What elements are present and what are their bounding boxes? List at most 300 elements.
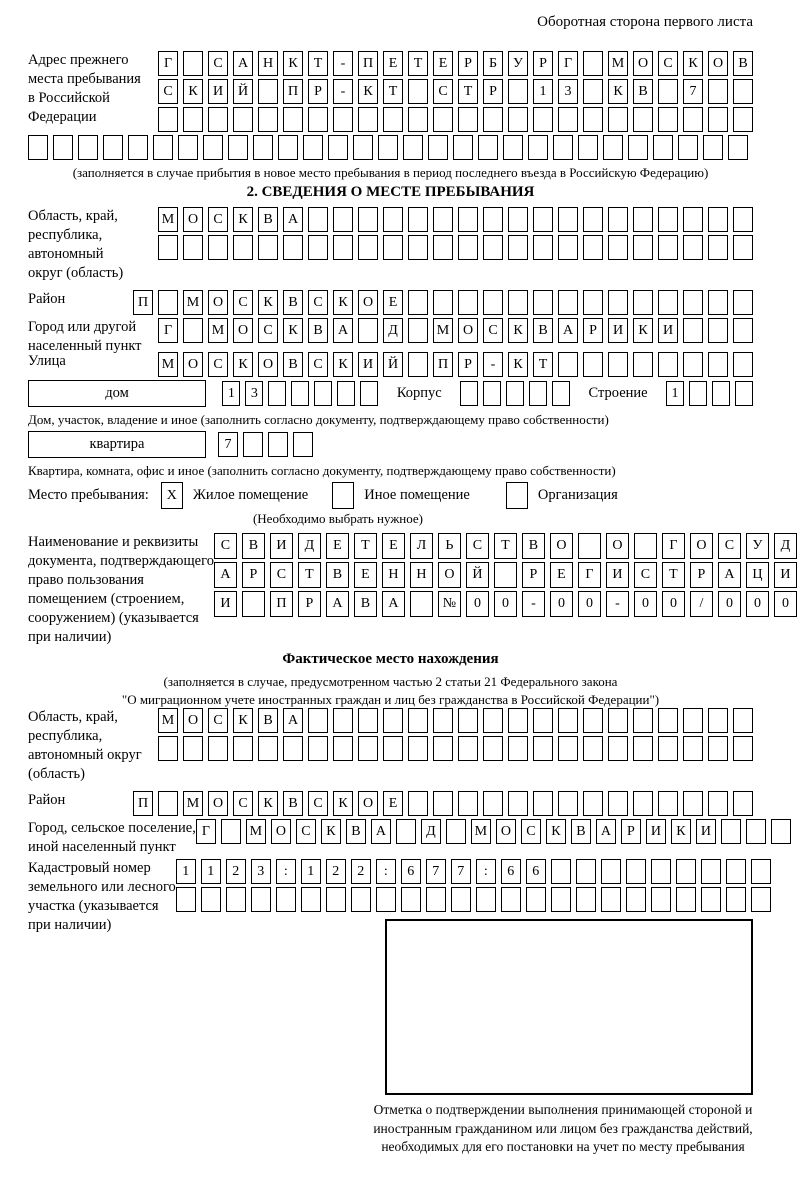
char-box: К <box>508 318 528 343</box>
char-box <box>608 290 628 315</box>
ulitsa-label: Улица <box>28 353 66 369</box>
char-box: Е <box>383 290 403 315</box>
char-box: Ц <box>746 562 769 588</box>
char-box <box>433 736 453 761</box>
doc-field <box>28 533 791 645</box>
char-box: Р <box>242 562 265 588</box>
char-box: Е <box>382 533 405 559</box>
char-box <box>533 736 553 761</box>
char-box: К <box>608 79 628 104</box>
char-box: С <box>208 51 228 76</box>
char-box <box>583 107 603 132</box>
char-box: А <box>382 591 405 617</box>
char-box: Р <box>533 51 553 76</box>
section2-title: 2. СВЕДЕНИЯ О МЕСТЕ ПРЕБЫВАНИЯ <box>246 184 535 200</box>
char-box: О <box>183 207 203 232</box>
char-box-row <box>176 859 771 884</box>
char-box: 2 <box>226 859 246 884</box>
char-box: - <box>483 352 503 377</box>
char-box <box>558 736 578 761</box>
char-box <box>533 207 553 232</box>
char-box: С <box>208 352 228 377</box>
char-box <box>708 791 728 816</box>
stroenie-char-boxes <box>666 381 753 406</box>
char-box: 3 <box>558 79 578 104</box>
char-box <box>376 887 396 912</box>
label-line: (область) <box>28 766 85 782</box>
char-box <box>683 736 703 761</box>
mesto-prebyvaniya-row <box>28 482 753 509</box>
char-box: О <box>606 533 629 559</box>
char-box: Д <box>298 533 321 559</box>
char-box <box>383 207 403 232</box>
label-line: Город или другой <box>28 319 137 335</box>
char-box: Т <box>408 51 428 76</box>
label-line: Город, сельское поселение, <box>28 820 196 836</box>
char-box: И <box>646 819 666 844</box>
char-box <box>658 736 678 761</box>
char-box <box>658 235 678 260</box>
char-box: У <box>508 51 528 76</box>
char-box <box>253 135 273 160</box>
fact-oblast-box-rows <box>158 708 753 761</box>
char-box: 0 <box>494 591 517 617</box>
char-box <box>403 135 423 160</box>
char-box: Г <box>196 819 216 844</box>
char-box: П <box>283 79 303 104</box>
char-box <box>78 135 98 160</box>
char-box <box>583 736 603 761</box>
char-box: - <box>333 51 353 76</box>
char-box <box>251 887 271 912</box>
char-box <box>433 290 453 315</box>
char-box: И <box>696 819 716 844</box>
char-box: 1 <box>201 859 221 884</box>
char-box <box>258 235 278 260</box>
char-box <box>528 135 548 160</box>
stamp-box <box>385 919 753 1095</box>
char-box: С <box>308 290 328 315</box>
checkbox-inoe <box>332 482 354 509</box>
stamp-caption: Отметка о подтверждении выполнения принимающей стороной и иностранным гражданином или лицом без гражданства действий, необходимых для его постановки на учет по месту пребывания <box>373 1102 753 1154</box>
char-box: 2 <box>351 859 371 884</box>
char-box: 1 <box>301 859 321 884</box>
char-box: 1 <box>533 79 553 104</box>
char-box <box>308 708 328 733</box>
fact-gorod-label <box>28 819 196 857</box>
char-box: С <box>214 533 237 559</box>
label-line: автономный <box>28 246 104 262</box>
kvartira-note: Квартира, комната, офис и иное (заполнить согласно документу, подтверждающему право собственности) <box>28 463 616 478</box>
char-box: 0 <box>466 591 489 617</box>
kadastr-field <box>28 859 753 933</box>
option-label-zhiloe: Жилое помещение <box>192 487 309 503</box>
char-box: К <box>333 290 353 315</box>
char-box: Т <box>354 533 377 559</box>
char-box <box>408 736 428 761</box>
char-box <box>558 290 578 315</box>
char-box: Н <box>258 51 278 76</box>
char-box-row <box>158 207 753 232</box>
char-box: Й <box>383 352 403 377</box>
char-box <box>183 736 203 761</box>
char-box: В <box>346 819 366 844</box>
char-box <box>603 135 623 160</box>
char-box-row <box>133 290 753 315</box>
char-box <box>358 207 378 232</box>
char-box: Г <box>578 562 601 588</box>
char-box <box>433 107 453 132</box>
char-box <box>601 859 621 884</box>
char-box <box>583 791 603 816</box>
label-line: Область, край, <box>28 208 118 224</box>
char-box <box>201 887 221 912</box>
char-box-row <box>214 562 797 588</box>
char-box <box>508 207 528 232</box>
char-box: С <box>270 562 293 588</box>
char-box <box>268 381 286 406</box>
char-box: С <box>466 533 489 559</box>
char-box: 7 <box>218 432 238 457</box>
char-box: : <box>476 859 496 884</box>
label-line: помещением (строением, <box>28 591 185 607</box>
char-box <box>608 352 628 377</box>
char-box <box>508 708 528 733</box>
char-box <box>658 207 678 232</box>
char-box <box>506 381 524 406</box>
char-box: М <box>158 708 178 733</box>
char-box <box>583 51 603 76</box>
kadastr-box-rows <box>176 859 771 912</box>
char-box <box>558 207 578 232</box>
korpus-char-boxes <box>460 381 570 406</box>
char-box <box>683 352 703 377</box>
char-box <box>651 859 671 884</box>
char-box <box>608 791 628 816</box>
char-box: Г <box>158 51 178 76</box>
char-box <box>676 887 696 912</box>
char-box: И <box>208 79 228 104</box>
page-title: Оборотная сторона первого листа <box>537 14 753 30</box>
char-box <box>658 79 678 104</box>
char-box: В <box>326 562 349 588</box>
char-box <box>726 859 746 884</box>
option-label-inoe: Иное помещение <box>364 487 470 503</box>
char-box: - <box>333 79 353 104</box>
char-box <box>633 708 653 733</box>
char-box: И <box>270 533 293 559</box>
char-box <box>383 736 403 761</box>
char-box: Р <box>621 819 641 844</box>
char-box <box>733 352 753 377</box>
char-box: М <box>208 318 228 343</box>
char-box <box>408 791 428 816</box>
label-line: республика, <box>28 728 103 744</box>
char-box <box>658 708 678 733</box>
char-box <box>308 107 328 132</box>
raion-label: Район <box>28 291 66 307</box>
char-box <box>337 381 355 406</box>
char-box: Р <box>690 562 713 588</box>
char-box: Д <box>774 533 797 559</box>
char-box <box>633 736 653 761</box>
char-box: Е <box>383 791 403 816</box>
char-box <box>583 352 603 377</box>
char-box <box>303 135 323 160</box>
char-box: Р <box>522 562 545 588</box>
char-box <box>483 381 501 406</box>
char-box <box>733 791 753 816</box>
char-box <box>258 107 278 132</box>
char-box: Р <box>298 591 321 617</box>
char-box <box>208 107 228 132</box>
char-box <box>678 135 698 160</box>
char-box <box>308 207 328 232</box>
char-box <box>53 135 73 160</box>
char-box: 1 <box>666 381 684 406</box>
char-box <box>583 235 603 260</box>
char-box <box>358 318 378 343</box>
char-box: К <box>233 207 253 232</box>
dom-note: Дом, участок, владение и иное (заполнить согласно документу, подтверждающему право собственности) <box>28 412 609 427</box>
char-box <box>553 135 573 160</box>
char-box <box>733 235 753 260</box>
char-box: М <box>246 819 266 844</box>
label-line: земельного или лесного <box>28 879 176 895</box>
label-line: Федерации <box>28 109 97 125</box>
char-box <box>208 235 228 260</box>
char-box <box>483 107 503 132</box>
char-box <box>708 107 728 132</box>
char-box: 0 <box>718 591 741 617</box>
char-box <box>483 235 503 260</box>
prev-address-field <box>28 51 753 132</box>
oblast-box-rows <box>158 207 753 260</box>
char-box: А <box>233 51 253 76</box>
char-box <box>653 135 673 160</box>
fact-gorod-field <box>28 819 753 857</box>
char-box <box>733 708 753 733</box>
char-box: К <box>258 290 278 315</box>
char-box <box>721 819 741 844</box>
char-box <box>458 235 478 260</box>
char-box: 0 <box>578 591 601 617</box>
fact-oblast-field <box>28 708 753 788</box>
char-box: Р <box>583 318 603 343</box>
char-box: А <box>283 708 303 733</box>
char-box: 0 <box>662 591 685 617</box>
stamp-area <box>28 919 753 1157</box>
char-box: П <box>270 591 293 617</box>
char-box <box>408 235 428 260</box>
korpus-label: Корпус <box>396 385 442 401</box>
char-box: 6 <box>501 859 521 884</box>
checkbox-zhiloe: X <box>161 482 183 509</box>
char-box <box>233 736 253 761</box>
char-box <box>408 352 428 377</box>
char-box <box>583 207 603 232</box>
label-line: республика, <box>28 227 103 243</box>
prev-address-label <box>28 51 141 127</box>
char-box: О <box>271 819 291 844</box>
char-box <box>103 135 123 160</box>
char-box: А <box>326 591 349 617</box>
char-box: Т <box>383 79 403 104</box>
char-box <box>583 79 603 104</box>
char-box <box>203 135 223 160</box>
char-box <box>158 290 178 315</box>
char-box: К <box>283 51 303 76</box>
char-box <box>508 290 528 315</box>
char-box: В <box>571 819 591 844</box>
char-box <box>633 352 653 377</box>
label-line: документа, подтверждающего <box>28 553 214 569</box>
char-box: : <box>376 859 396 884</box>
char-box <box>383 235 403 260</box>
oblast-label <box>28 207 123 283</box>
char-box <box>351 887 371 912</box>
char-box <box>683 791 703 816</box>
char-box: Ь <box>438 533 461 559</box>
dom-char-boxes <box>222 381 378 406</box>
char-box <box>633 107 653 132</box>
char-box: В <box>242 533 265 559</box>
char-box <box>708 352 728 377</box>
char-box <box>278 135 298 160</box>
char-box <box>701 887 721 912</box>
char-box <box>183 235 203 260</box>
label-line: Кадастровый номер <box>28 860 151 876</box>
char-box <box>293 432 313 457</box>
label-line: право пользования <box>28 572 144 588</box>
char-box: Т <box>308 51 328 76</box>
char-box <box>576 859 596 884</box>
char-box: М <box>158 207 178 232</box>
kvartira-char-boxes <box>218 432 313 457</box>
label-line: автономный округ <box>28 747 142 763</box>
char-box: С <box>296 819 316 844</box>
char-box <box>358 736 378 761</box>
char-box <box>751 859 771 884</box>
label-line: при наличии) <box>28 629 112 645</box>
char-box-row <box>176 887 771 912</box>
char-box <box>408 290 428 315</box>
char-box <box>458 207 478 232</box>
char-box <box>483 736 503 761</box>
char-box: И <box>658 318 678 343</box>
char-box <box>158 235 178 260</box>
char-box <box>333 708 353 733</box>
char-box <box>158 791 178 816</box>
char-box <box>733 107 753 132</box>
char-box: 7 <box>451 859 471 884</box>
char-box <box>458 791 478 816</box>
char-box <box>176 887 196 912</box>
char-box <box>533 235 553 260</box>
char-box <box>626 887 646 912</box>
char-box: 1 <box>176 859 196 884</box>
char-box <box>228 135 248 160</box>
mesto-note: (Необходимо выбрать нужное) <box>252 511 424 526</box>
char-box <box>608 107 628 132</box>
char-box-row <box>158 708 753 733</box>
char-box: Т <box>298 562 321 588</box>
char-box: К <box>233 352 253 377</box>
char-box: С <box>158 79 178 104</box>
char-box: М <box>183 290 203 315</box>
char-box: И <box>358 352 378 377</box>
char-box: А <box>371 819 391 844</box>
char-box <box>458 708 478 733</box>
char-box: О <box>633 51 653 76</box>
char-box <box>628 135 648 160</box>
char-box: В <box>308 318 328 343</box>
char-box <box>708 318 728 343</box>
char-box <box>483 207 503 232</box>
char-box <box>128 135 148 160</box>
char-box <box>333 736 353 761</box>
label-line: иной населенный пункт <box>28 839 176 855</box>
char-box <box>746 819 766 844</box>
char-box <box>433 235 453 260</box>
char-box: О <box>690 533 713 559</box>
char-box <box>633 207 653 232</box>
char-box <box>583 290 603 315</box>
char-box <box>651 887 671 912</box>
char-box <box>308 235 328 260</box>
char-box: О <box>358 791 378 816</box>
char-box: М <box>471 819 491 844</box>
mesto-label: Место пребывания: <box>28 487 149 503</box>
label-line: места пребывания <box>28 71 141 87</box>
prev-address-box-rows <box>158 51 753 132</box>
char-box <box>683 290 703 315</box>
char-box: Г <box>158 318 178 343</box>
char-box <box>751 887 771 912</box>
option-label-organizatsiya: Организация <box>537 487 618 503</box>
kvartira-row <box>28 431 753 458</box>
char-box <box>451 887 471 912</box>
char-box: И <box>606 562 629 588</box>
char-box: К <box>233 708 253 733</box>
char-box: Е <box>550 562 573 588</box>
char-box <box>733 736 753 761</box>
char-box <box>728 135 748 160</box>
char-box-row <box>214 533 797 559</box>
char-box: Г <box>662 533 685 559</box>
char-box <box>433 207 453 232</box>
char-box: Е <box>354 562 377 588</box>
char-box <box>408 107 428 132</box>
char-box <box>326 887 346 912</box>
char-box <box>683 318 703 343</box>
char-box <box>533 791 553 816</box>
stroenie-label: Строение <box>588 385 648 401</box>
char-box <box>683 235 703 260</box>
char-box: / <box>690 591 713 617</box>
char-box: Т <box>662 562 685 588</box>
char-box: К <box>546 819 566 844</box>
char-box: О <box>496 819 516 844</box>
char-box: О <box>208 290 228 315</box>
char-box <box>533 290 553 315</box>
char-box <box>708 708 728 733</box>
char-box: А <box>283 207 303 232</box>
char-box <box>333 235 353 260</box>
char-box <box>478 135 498 160</box>
char-box: П <box>133 290 153 315</box>
char-box <box>608 708 628 733</box>
